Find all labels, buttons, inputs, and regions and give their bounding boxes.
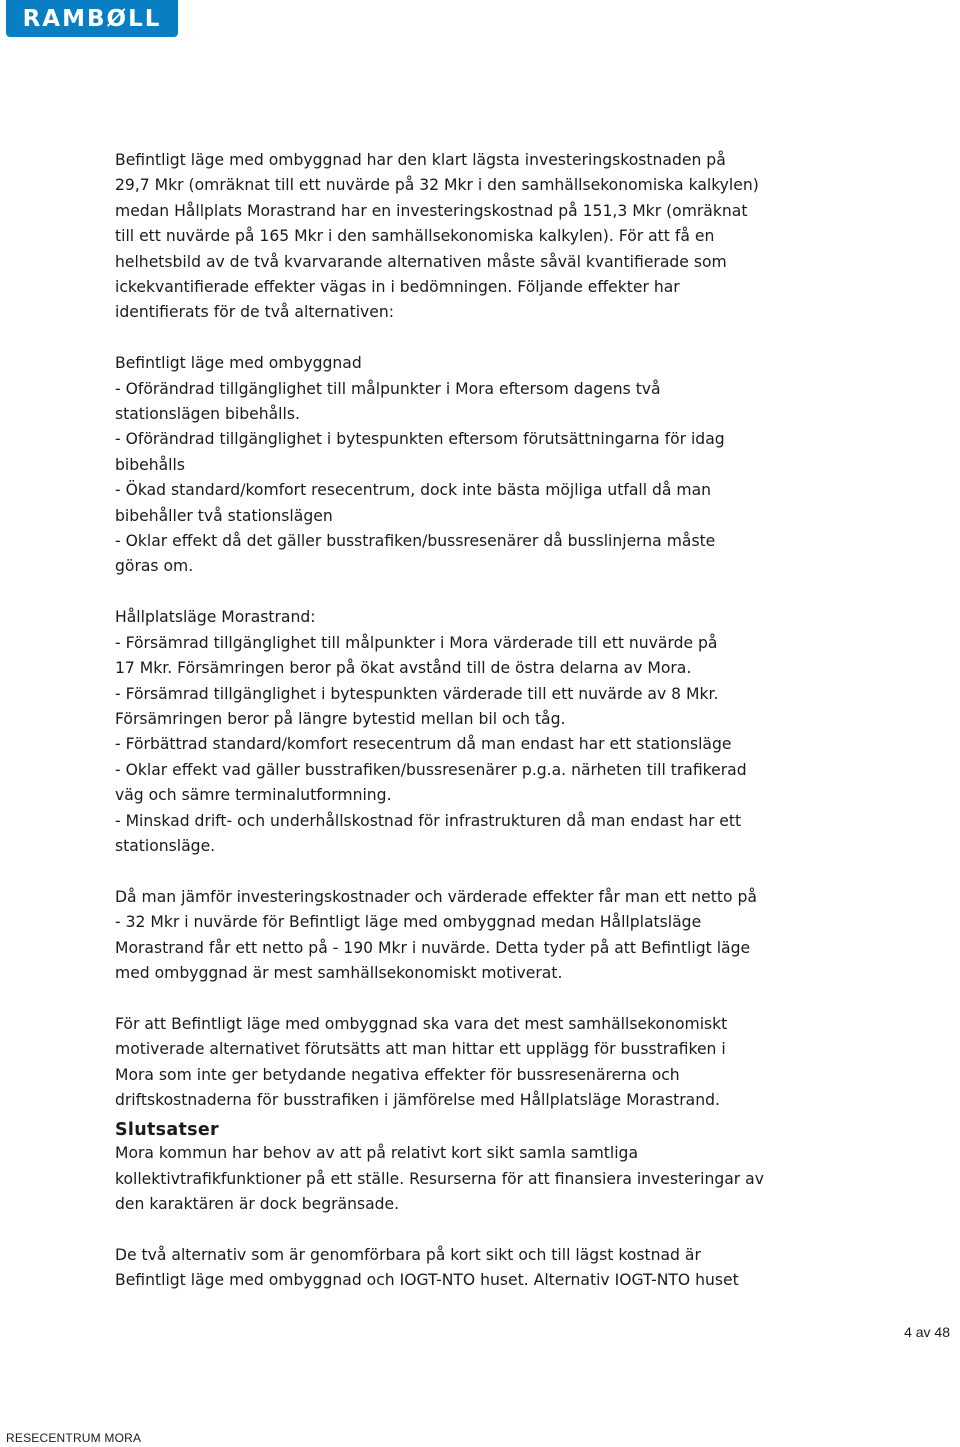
text-line: Befintligt läge med ombyggnad och IOGT-NTO huset. Alternativ IOGT-NTO huset — [115, 1271, 739, 1290]
text-line: ickekvantifierade effekter vägas in i bedömningen. Följande effekter har — [115, 278, 680, 297]
footer-document-title: RESECENTRUM MORA — [6, 1431, 142, 1445]
text-line: Hållplatsläge Morastrand: — [115, 608, 316, 627]
text-line: - Försämrad tillgänglighet till målpunkter i Mora värderade till ett nuvärde på — [115, 633, 718, 652]
text-line: medan Hållplats Morastrand har en investeringskostnad på 151,3 Mkr (omräknat — [115, 201, 748, 220]
text-line: driftskostnaderna för busstrafiken i jämförelse med Hållplatsläge Morastrand. — [115, 1090, 720, 1109]
comparison-paragraph — [115, 885, 855, 987]
text-line: väg och sämre terminalutformning. — [115, 786, 392, 805]
text-line: motiverade alternativet förutsätts att man hittar ett upplägg för busstrafiken i — [115, 1040, 726, 1059]
text-line: göras om. — [115, 557, 194, 576]
text-line: - Oförändrad tillgänglighet i bytespunkten eftersom förutsättningarna för idag — [115, 430, 725, 449]
text-line: stationslägen bibehålls. — [115, 405, 300, 424]
text-line: till ett nuvärde på 165 Mkr i den samhällsekonomiska kalkylen). För att få en — [115, 227, 715, 246]
text-line: Mora som inte ger betydande negativa effekter för bussresenärerna och — [115, 1065, 680, 1084]
final-paragraph — [115, 1243, 855, 1294]
text-line: - Ökad standard/komfort resecentrum, dock inte bästa möjliga utfall då man — [115, 481, 712, 500]
text-line: 17 Mkr. Försämringen beror på ökat avstånd till de östra delarna av Mora. — [115, 659, 692, 678]
document-body — [115, 148, 855, 1294]
text-line: - Förbättrad standard/komfort resecentrum då man endast har ett stationsläge — [115, 735, 732, 754]
hallplats-section — [115, 605, 855, 859]
text-line: Då man jämför investeringskostnader och värderade effekter får man ett netto på — [115, 887, 757, 906]
motivation-paragraph — [115, 1012, 855, 1114]
intro-paragraph — [115, 148, 855, 326]
text-line: Mora kommun har behov av att på relativt kort sikt samla samtliga — [115, 1144, 639, 1163]
text-line: med ombyggnad är mest samhällsekonomiskt motiverat. — [115, 963, 563, 982]
befintligt-section — [115, 351, 855, 580]
text-line: bibehåller två stationslägen — [115, 506, 333, 525]
text-line: kollektivtrafikfunktioner på ett ställe. Resurserna för att finansiera investeringar av — [115, 1169, 764, 1188]
text-line: Försämringen beror på längre bytestid mellan bil och tåg. — [115, 709, 566, 728]
text-line: Befintligt läge med ombyggnad har den klart lägsta investeringskostnaden på — [115, 151, 726, 169]
text-line: 29,7 Mkr (omräknat till ett nuvärde på 32 Mkr i den samhällsekonomiska kalkylen) — [115, 176, 759, 195]
text-line: Morastrand får ett netto på - 190 Mkr i nuvärde. Detta tyder på att Befintligt läge — [115, 938, 751, 957]
text-line: identifierats för de två alternativen: — [115, 303, 395, 322]
text-line: För att Befintligt läge med ombyggnad ska vara det mest samhällsekonomiskt — [115, 1014, 728, 1033]
slutsatser-paragraph — [115, 1141, 855, 1217]
ramboll-logo — [6, 0, 178, 37]
text-line: - Oförändrad tillgänglighet till målpunkter i Mora eftersom dagens två — [115, 379, 661, 398]
logo-text: RAMBØLL — [22, 5, 162, 32]
text-line: - Minskad drift- och underhållskostnad för infrastrukturen då man endast har ett — [115, 811, 742, 830]
text-line: - Oklar effekt vad gäller busstrafiken/bussresenärer p.g.a. närheten till trafikerad — [115, 760, 747, 779]
text-line: - Oklar effekt då det gäller busstrafiken/bussresenärer då busslinjerna måste — [115, 532, 716, 551]
text-line: De två alternativ som är genomförbara på kort sikt och till lägst kostnad är — [115, 1245, 701, 1264]
text-line: helhetsbild av de två kvarvarande alternativen måste såväl kvantifierade som — [115, 252, 727, 271]
text-line: - Försämrad tillgänglighet i bytespunkten värderade till ett nuvärde av 8 Mkr. — [115, 684, 719, 703]
text-line: bibehålls — [115, 455, 185, 474]
text-line: den karaktären är dock begränsade. — [115, 1195, 400, 1214]
text-line: stationsläge. — [115, 836, 216, 855]
page-number: 4 av 48 — [904, 1324, 950, 1340]
text-line: Befintligt läge med ombyggnad — [115, 354, 362, 373]
section-heading: Slutsatser — [115, 1120, 219, 1141]
text-line: - 32 Mkr i nuvärde för Befintligt läge med ombyggnad medan Hållplatsläge — [115, 913, 702, 932]
